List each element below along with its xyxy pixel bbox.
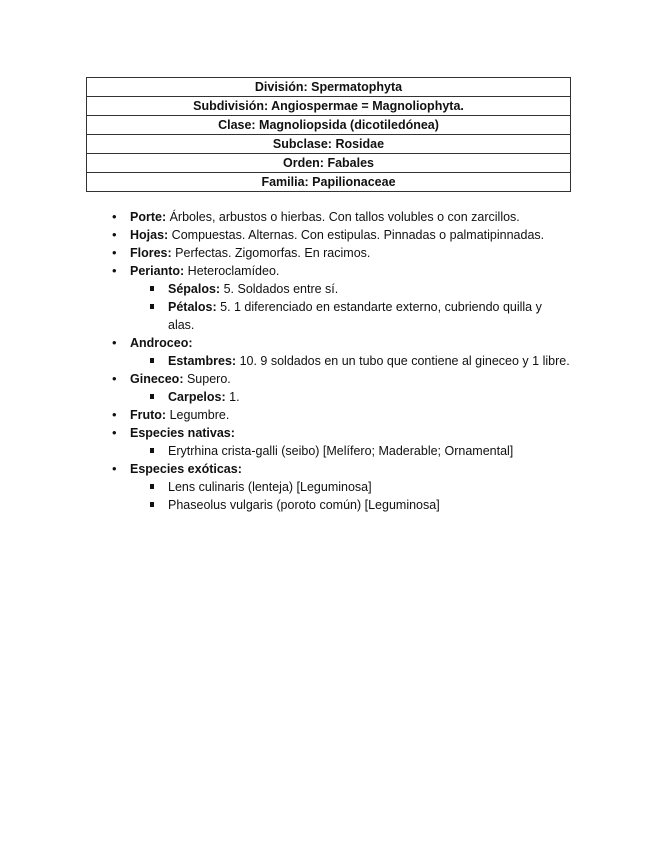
list-item-flores	[100, 244, 570, 262]
taxonomy-division: División: Spermatophyta	[87, 78, 571, 97]
taxonomy-row	[87, 97, 571, 116]
flores-text: Perfectas. Zigomorfas. En racimos.	[171, 246, 371, 260]
list-item-species: Phaseolus vulgaris (poroto común) [Leguminosa]	[130, 496, 570, 514]
petalos-label: Pétalos:	[168, 300, 217, 314]
exoticas-sublist	[130, 478, 570, 514]
list-item-sepalos	[130, 280, 570, 298]
list-item-especies-nativas	[100, 424, 570, 460]
list-item-species: Lens culinaris (lenteja) [Leguminosa]	[130, 478, 570, 496]
perianto-label: Perianto:	[130, 264, 185, 278]
porte-text: Árboles, arbustos o hierbas. Con tallos volubles o con zarcillos.	[166, 210, 520, 224]
estambres-label: Estambres:	[168, 354, 237, 368]
list-item-especies-exoticas	[100, 460, 570, 514]
list-item-fruto	[100, 406, 570, 424]
perianto-text: Heteroclamídeo.	[184, 264, 280, 278]
list-item-perianto	[100, 262, 570, 334]
list-item-estambres	[130, 352, 570, 370]
perianto-sublist	[130, 280, 570, 334]
estambres-text: 10. 9 soldados en un tubo que contiene al gineceo y 1 libre.	[236, 354, 570, 368]
list-item-carpelos	[130, 388, 570, 406]
taxonomy-class: Clase: Magnoliopsida (dicotiledónea)	[87, 116, 571, 135]
list-item-porte	[100, 208, 570, 226]
androceo-sublist	[130, 352, 570, 370]
sepalos-label: Sépalos:	[168, 282, 221, 296]
porte-label: Porte:	[130, 210, 167, 224]
carpelos-text: 1.	[225, 390, 240, 404]
taxonomy-row	[87, 116, 571, 135]
taxonomy-row	[87, 154, 571, 173]
exoticas-label: Especies exóticas:	[130, 462, 242, 476]
characteristics-list	[100, 208, 570, 514]
hojas-text: Compuestas. Alternas. Con estipulas. Pinnadas o palmatipinnadas.	[168, 228, 545, 242]
fruto-label: Fruto:	[130, 408, 167, 422]
sepalos-text: 5. Soldados entre sí.	[220, 282, 339, 296]
taxonomy-row	[87, 135, 571, 154]
taxonomy-table	[86, 77, 571, 192]
gineceo-label: Gineceo:	[130, 372, 184, 386]
nativas-label: Especies nativas:	[130, 426, 235, 440]
taxonomy-order: Orden: Fabales	[87, 154, 571, 173]
androceo-label: Androceo:	[130, 336, 193, 350]
taxonomy-family: Familia: Papilionaceae	[87, 173, 571, 192]
gineceo-sublist	[130, 388, 570, 406]
list-item-androceo	[100, 334, 570, 370]
taxonomy-row	[87, 173, 571, 192]
carpelos-label: Carpelos:	[168, 390, 226, 404]
fruto-text: Legumbre.	[166, 408, 230, 422]
taxonomy-subdivision: Subdivisión: Angiospermae = Magnoliophyta.	[87, 97, 571, 116]
nativas-sublist	[130, 442, 570, 460]
petalos-text: 5. 1 diferenciado en estandarte externo, cubriendo quilla y alas.	[168, 300, 542, 332]
list-item-hojas	[100, 226, 570, 244]
list-item-gineceo	[100, 370, 570, 406]
gineceo-text: Supero.	[183, 372, 231, 386]
taxonomy-row	[87, 78, 571, 97]
list-item-petalos	[130, 298, 570, 334]
hojas-label: Hojas:	[130, 228, 169, 242]
taxonomy-subclass: Subclase: Rosidae	[87, 135, 571, 154]
list-item-species: Erytrhina crista-galli (seibo) [Melífero; Maderable; Ornamental]	[130, 442, 570, 460]
flores-label: Flores:	[130, 246, 172, 260]
